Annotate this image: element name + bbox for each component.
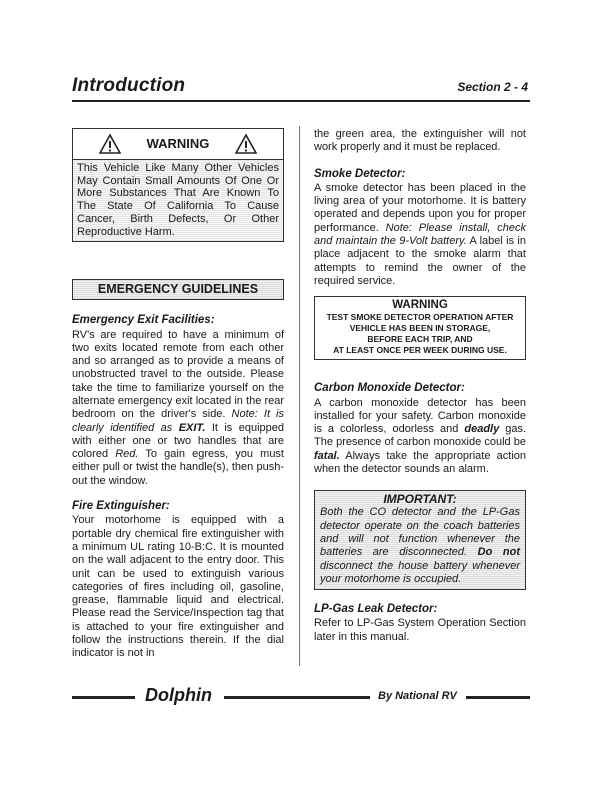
column-divider xyxy=(299,126,300,666)
footer-rule xyxy=(224,696,370,699)
important-box xyxy=(314,490,526,590)
co-title: Carbon Monoxide Detector: xyxy=(314,382,465,395)
warning-label: WARNING xyxy=(146,136,210,152)
important-text: Both the CO detector and the LP-Gas detector operate on the coach batteries and will not function whenever the batteries are disconnected. Do not disconnect the house battery whenever your motorhome is occupied. xyxy=(320,506,520,585)
warning-box xyxy=(72,128,284,242)
smoke-warning-box xyxy=(314,296,526,360)
warning-text: This Vehicle Like Many Other Vehicles May Contain Small Amounts Of One Or More Substances That Are Known To The State Of California To Cause Cancer, Birth Defects, Or Other Reproductive Harm. xyxy=(73,160,283,241)
footer-rule xyxy=(72,696,135,699)
exit-title: Emergency Exit Facilities: xyxy=(72,314,215,327)
emergency-guidelines-heading: EMERGENCY GUIDELINES xyxy=(72,279,284,300)
right-column xyxy=(314,128,526,644)
exit-paragraph: RV's are required to have a minimum of two exits located remote from each other and so arranged as to provide a means of unobstructed travel to the outside. Please take the time to familiarize yourself on the alternate emergency exit located in the rear bedroom on the driver's side. Note: It is clearly identified as EXIT. It is equipped with either one or two handles that are colored Red. To gain egress, you must either pull or twist the handle(s), then push-out the window. xyxy=(72,328,284,487)
important-label: IMPORTANT: xyxy=(383,492,457,507)
page-title: Introduction xyxy=(72,75,186,96)
footer xyxy=(72,685,530,709)
warning-triangle-icon xyxy=(235,133,257,155)
smoke-warning-label: WARNING xyxy=(392,299,448,312)
smoke-warning-line: VEHICLE HAS BEEN IN STORAGE, xyxy=(349,323,491,334)
left-column xyxy=(72,128,284,661)
co-paragraph: A carbon monoxide detector has been installed for your safety. Carbon monoxide is a colorless, odorless and deadly gas. The presence of carbon monoxide could be fatal. Always take the appropriate action when the detector sounds an alarm. xyxy=(314,396,526,476)
footer-brand: Dolphin xyxy=(145,685,212,705)
smoke-paragraph: A smoke detector has been placed in the living area of your motorhome. It is battery operated and depends upon you for proper performance. Note: Please install, check and maintain the 9-Volt battery. A label is in place adjacent to the smoke alarm that attempts to remind the owner of the required service. xyxy=(314,181,526,287)
fire-paragraph: Your motorhome is equipped with a portable dry chemical fire extinguisher with a minimum UL rating 10-B:C. It is mounted on the wall adjacent to the entry door. This unit can be used to extinguish various categories of fires including oil, gasoline, grease, flammable liquid and electrical. Please read the Service/Inspection tag that is attached to your fire extinguisher and follow the instructions therein. If the dial indicator is not in xyxy=(72,514,284,660)
lpgas-paragraph: Refer to LP-Gas System Operation Section later in this manual. xyxy=(314,617,526,643)
fire-continued: the green area, the extinguisher will not work properly and it must be replaced. xyxy=(314,128,526,154)
smoke-title: Smoke Detector: xyxy=(314,167,406,180)
warning-triangle-icon xyxy=(99,133,121,155)
warning-header xyxy=(73,129,283,160)
footer-publisher: By National RV xyxy=(378,690,457,702)
smoke-warning-line: BEFORE EACH TRIP, AND xyxy=(367,334,473,345)
footer-rule xyxy=(466,696,530,699)
header-rule xyxy=(72,100,530,102)
fire-title: Fire Extinguisher: xyxy=(72,500,170,513)
lpgas-title: LP-Gas Leak Detector: xyxy=(314,603,438,616)
section-number: Section 2 - 4 xyxy=(457,80,528,94)
smoke-warning-line: AT LEAST ONCE PER WEEK DURING USE. xyxy=(333,345,507,356)
smoke-warning-line: TEST SMOKE DETECTOR OPERATION AFTER xyxy=(326,312,514,323)
